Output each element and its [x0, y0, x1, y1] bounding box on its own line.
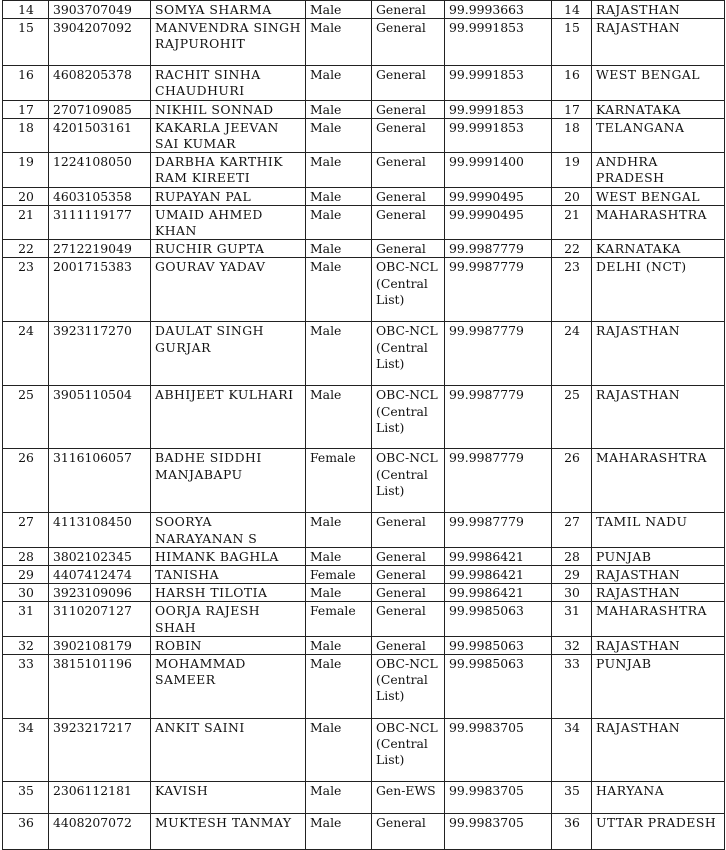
category-cell: General	[372, 1, 445, 19]
table-row	[3, 386, 725, 449]
gender-cell: Male	[306, 322, 372, 386]
gender-cell: Male	[306, 19, 372, 66]
percentile-cell: 99.9987779	[445, 449, 552, 513]
table-row	[3, 584, 725, 602]
candidate-name-cell: MANVENDRA SINGH RAJPUROHIT	[151, 19, 306, 66]
state-cell: ANDHRA PRADESH	[592, 153, 725, 187]
gender-cell: Male	[306, 258, 372, 322]
state-cell: RAJASTHAN	[592, 1, 725, 19]
roll-number-cell: 4201503161	[49, 118, 151, 152]
candidate-name-cell: OORJA RAJESH SHAH	[151, 602, 306, 636]
table-row	[3, 782, 725, 814]
candidate-name-cell: TANISHA	[151, 566, 306, 584]
state-cell: WEST BENGAL	[592, 187, 725, 205]
roll-number-cell: 4608205378	[49, 66, 151, 100]
gender-cell: Male	[306, 100, 372, 118]
rank-cell: 24	[552, 322, 592, 386]
roll-number-cell: 3815101196	[49, 655, 151, 719]
table-row	[3, 513, 725, 547]
percentile-cell: 99.9986421	[445, 584, 552, 602]
percentile-cell: 99.9987779	[445, 513, 552, 547]
category-cell: General	[372, 602, 445, 636]
state-cell: RAJASTHAN	[592, 19, 725, 66]
percentile-cell: 99.9987779	[445, 386, 552, 449]
percentile-cell: 99.9991853	[445, 118, 552, 152]
rank-cell: 26	[552, 449, 592, 513]
rank-cell: 27	[552, 513, 592, 547]
gender-cell: Female	[306, 602, 372, 636]
sno-cell: 27	[3, 513, 49, 547]
percentile-cell: 99.9986421	[445, 547, 552, 565]
roll-number-cell: 3923109096	[49, 584, 151, 602]
rank-cell: 16	[552, 66, 592, 100]
candidate-name-cell: RACHIT SINHA CHAUDHURI	[151, 66, 306, 100]
state-cell: RAJASTHAN	[592, 386, 725, 449]
table-row	[3, 566, 725, 584]
roll-number-cell: 2712219049	[49, 240, 151, 258]
rank-cell: 18	[552, 118, 592, 152]
gender-cell: Male	[306, 584, 372, 602]
category-cell: OBC-NCL (Central List)	[372, 322, 445, 386]
sno-cell: 14	[3, 1, 49, 19]
gender-cell: Male	[306, 782, 372, 814]
table-row	[3, 187, 725, 205]
category-cell: OBC-NCL (Central List)	[372, 386, 445, 449]
state-cell: MAHARASHTRA	[592, 205, 725, 239]
sno-cell: 21	[3, 205, 49, 239]
percentile-cell: 99.9991400	[445, 153, 552, 187]
candidate-name-cell: HIMANK BAGHLA	[151, 547, 306, 565]
category-cell: OBC-NCL (Central List)	[372, 449, 445, 513]
table-row	[3, 205, 725, 239]
sno-cell: 22	[3, 240, 49, 258]
category-cell: General	[372, 187, 445, 205]
sno-cell: 23	[3, 258, 49, 322]
candidate-name-cell: BADHE SIDDHI MANJABAPU	[151, 449, 306, 513]
candidate-name-cell: ANKIT SAINI	[151, 719, 306, 782]
state-cell: RAJASTHAN	[592, 719, 725, 782]
gender-cell: Male	[306, 118, 372, 152]
state-cell: TAMIL NADU	[592, 513, 725, 547]
roll-number-cell: 4113108450	[49, 513, 151, 547]
candidate-name-cell: ROBIN	[151, 636, 306, 654]
gender-cell: Male	[306, 719, 372, 782]
candidate-name-cell: UMAID AHMED KHAN	[151, 205, 306, 239]
rank-cell: 20	[552, 187, 592, 205]
state-cell: RAJASTHAN	[592, 636, 725, 654]
percentile-cell: 99.9990495	[445, 187, 552, 205]
state-cell: HARYANA	[592, 782, 725, 814]
gender-cell: Male	[306, 1, 372, 19]
rank-cell: 17	[552, 100, 592, 118]
table-row	[3, 66, 725, 100]
table-row	[3, 719, 725, 782]
state-cell: MAHARASHTRA	[592, 449, 725, 513]
roll-number-cell: 3905110504	[49, 386, 151, 449]
candidate-name-cell: NIKHIL SONNAD	[151, 100, 306, 118]
candidate-name-cell: GOURAV YADAV	[151, 258, 306, 322]
table-row	[3, 636, 725, 654]
roll-number-cell: 3802102345	[49, 547, 151, 565]
roll-number-cell: 1224108050	[49, 153, 151, 187]
state-cell: WEST BENGAL	[592, 66, 725, 100]
candidate-name-cell: RUCHIR GUPTA	[151, 240, 306, 258]
category-cell: General	[372, 547, 445, 565]
state-cell: TELANGANA	[592, 118, 725, 152]
rank-cell: 22	[552, 240, 592, 258]
rank-cell: 33	[552, 655, 592, 719]
category-cell: OBC-NCL (Central List)	[372, 719, 445, 782]
sno-cell: 34	[3, 719, 49, 782]
candidate-name-cell: RUPAYAN PAL	[151, 187, 306, 205]
table-row	[3, 258, 725, 322]
gender-cell: Male	[306, 66, 372, 100]
table-row	[3, 153, 725, 187]
gender-cell: Male	[306, 153, 372, 187]
gender-cell: Female	[306, 566, 372, 584]
results-body	[3, 1, 725, 850]
rank-cell: 14	[552, 1, 592, 19]
table-row	[3, 655, 725, 719]
roll-number-cell: 3903707049	[49, 1, 151, 19]
sno-cell: 15	[3, 19, 49, 66]
sno-cell: 30	[3, 584, 49, 602]
gender-cell: Male	[306, 205, 372, 239]
sno-cell: 33	[3, 655, 49, 719]
gender-cell: Male	[306, 513, 372, 547]
roll-number-cell: 2001715383	[49, 258, 151, 322]
percentile-cell: 99.9985063	[445, 636, 552, 654]
category-cell: General	[372, 566, 445, 584]
table-row	[3, 1, 725, 19]
roll-number-cell: 3923217217	[49, 719, 151, 782]
table-row	[3, 118, 725, 152]
roll-number-cell: 4407412474	[49, 566, 151, 584]
percentile-cell: 99.9993663	[445, 1, 552, 19]
sno-cell: 32	[3, 636, 49, 654]
state-cell: UTTAR PRADESH	[592, 814, 725, 850]
percentile-cell: 99.9991853	[445, 19, 552, 66]
percentile-cell: 99.9987779	[445, 322, 552, 386]
sno-cell: 24	[3, 322, 49, 386]
percentile-cell: 99.9983705	[445, 782, 552, 814]
candidate-name-cell: KAVISH	[151, 782, 306, 814]
roll-number-cell: 4408207072	[49, 814, 151, 850]
candidate-name-cell: DARBHA KARTHIK RAM KIREETI	[151, 153, 306, 187]
state-cell: PUNJAB	[592, 547, 725, 565]
percentile-cell: 99.9985063	[445, 602, 552, 636]
category-cell: General	[372, 584, 445, 602]
table-row	[3, 322, 725, 386]
state-cell: RAJASTHAN	[592, 322, 725, 386]
candidate-name-cell: DAULAT SINGH GURJAR	[151, 322, 306, 386]
candidate-name-cell: SOMYA SHARMA	[151, 1, 306, 19]
percentile-cell: 99.9991853	[445, 100, 552, 118]
gender-cell: Male	[306, 240, 372, 258]
roll-number-cell: 3116106057	[49, 449, 151, 513]
sno-cell: 16	[3, 66, 49, 100]
state-cell: KARNATAKA	[592, 240, 725, 258]
rank-cell: 36	[552, 814, 592, 850]
roll-number-cell: 3904207092	[49, 19, 151, 66]
category-cell: General	[372, 513, 445, 547]
candidate-name-cell: MOHAMMAD SAMEER	[151, 655, 306, 719]
sno-cell: 28	[3, 547, 49, 565]
category-cell: OBC-NCL (Central List)	[372, 655, 445, 719]
sno-cell: 17	[3, 100, 49, 118]
percentile-cell: 99.9991853	[445, 66, 552, 100]
category-cell: General	[372, 66, 445, 100]
category-cell: General	[372, 100, 445, 118]
sno-cell: 19	[3, 153, 49, 187]
rank-cell: 21	[552, 205, 592, 239]
rank-cell: 15	[552, 19, 592, 66]
category-cell: General	[372, 118, 445, 152]
rank-cell: 32	[552, 636, 592, 654]
gender-cell: Male	[306, 547, 372, 565]
sno-cell: 36	[3, 814, 49, 850]
rank-cell: 19	[552, 153, 592, 187]
percentile-cell: 99.9990495	[445, 205, 552, 239]
sno-cell: 20	[3, 187, 49, 205]
percentile-cell: 99.9985063	[445, 655, 552, 719]
sno-cell: 26	[3, 449, 49, 513]
sno-cell: 31	[3, 602, 49, 636]
category-cell: General	[372, 814, 445, 850]
percentile-cell: 99.9986421	[445, 566, 552, 584]
rank-cell: 28	[552, 547, 592, 565]
candidate-name-cell: KAKARLA JEEVAN SAI KUMAR	[151, 118, 306, 152]
sno-cell: 29	[3, 566, 49, 584]
roll-number-cell: 3111119177	[49, 205, 151, 239]
category-cell: General	[372, 240, 445, 258]
rank-cell: 35	[552, 782, 592, 814]
rank-cell: 30	[552, 584, 592, 602]
candidate-name-cell: MUKTESH TANMAY	[151, 814, 306, 850]
roll-number-cell: 3110207127	[49, 602, 151, 636]
category-cell: General	[372, 19, 445, 66]
table-row	[3, 19, 725, 66]
table-row	[3, 602, 725, 636]
gender-cell: Male	[306, 187, 372, 205]
state-cell: RAJASTHAN	[592, 584, 725, 602]
rank-cell: 29	[552, 566, 592, 584]
roll-number-cell: 4603105358	[49, 187, 151, 205]
percentile-cell: 99.9987779	[445, 240, 552, 258]
category-cell: General	[372, 636, 445, 654]
category-cell: OBC-NCL (Central List)	[372, 258, 445, 322]
table-row	[3, 547, 725, 565]
candidate-name-cell: ABHIJEET KULHARI	[151, 386, 306, 449]
rank-cell: 25	[552, 386, 592, 449]
category-cell: Gen-EWS	[372, 782, 445, 814]
gender-cell: Male	[306, 636, 372, 654]
percentile-cell: 99.9987779	[445, 258, 552, 322]
gender-cell: Male	[306, 814, 372, 850]
sno-cell: 25	[3, 386, 49, 449]
sno-cell: 18	[3, 118, 49, 152]
rank-cell: 31	[552, 602, 592, 636]
gender-cell: Male	[306, 386, 372, 449]
results-table	[2, 0, 725, 850]
state-cell: PUNJAB	[592, 655, 725, 719]
percentile-cell: 99.9983705	[445, 719, 552, 782]
state-cell: DELHI (NCT)	[592, 258, 725, 322]
roll-number-cell: 3923117270	[49, 322, 151, 386]
table-row	[3, 814, 725, 850]
table-row	[3, 240, 725, 258]
percentile-cell: 99.9983705	[445, 814, 552, 850]
gender-cell: Male	[306, 655, 372, 719]
rank-cell: 34	[552, 719, 592, 782]
table-row	[3, 449, 725, 513]
state-cell: KARNATAKA	[592, 100, 725, 118]
sno-cell: 35	[3, 782, 49, 814]
candidate-name-cell: HARSH TILOTIA	[151, 584, 306, 602]
table-row	[3, 100, 725, 118]
gender-cell: Female	[306, 449, 372, 513]
category-cell: General	[372, 205, 445, 239]
roll-number-cell: 2707109085	[49, 100, 151, 118]
candidate-name-cell: SOORYA NARAYANAN S	[151, 513, 306, 547]
roll-number-cell: 3902108179	[49, 636, 151, 654]
rank-cell: 23	[552, 258, 592, 322]
category-cell: General	[372, 153, 445, 187]
roll-number-cell: 2306112181	[49, 782, 151, 814]
state-cell: MAHARASHTRA	[592, 602, 725, 636]
state-cell: RAJASTHAN	[592, 566, 725, 584]
